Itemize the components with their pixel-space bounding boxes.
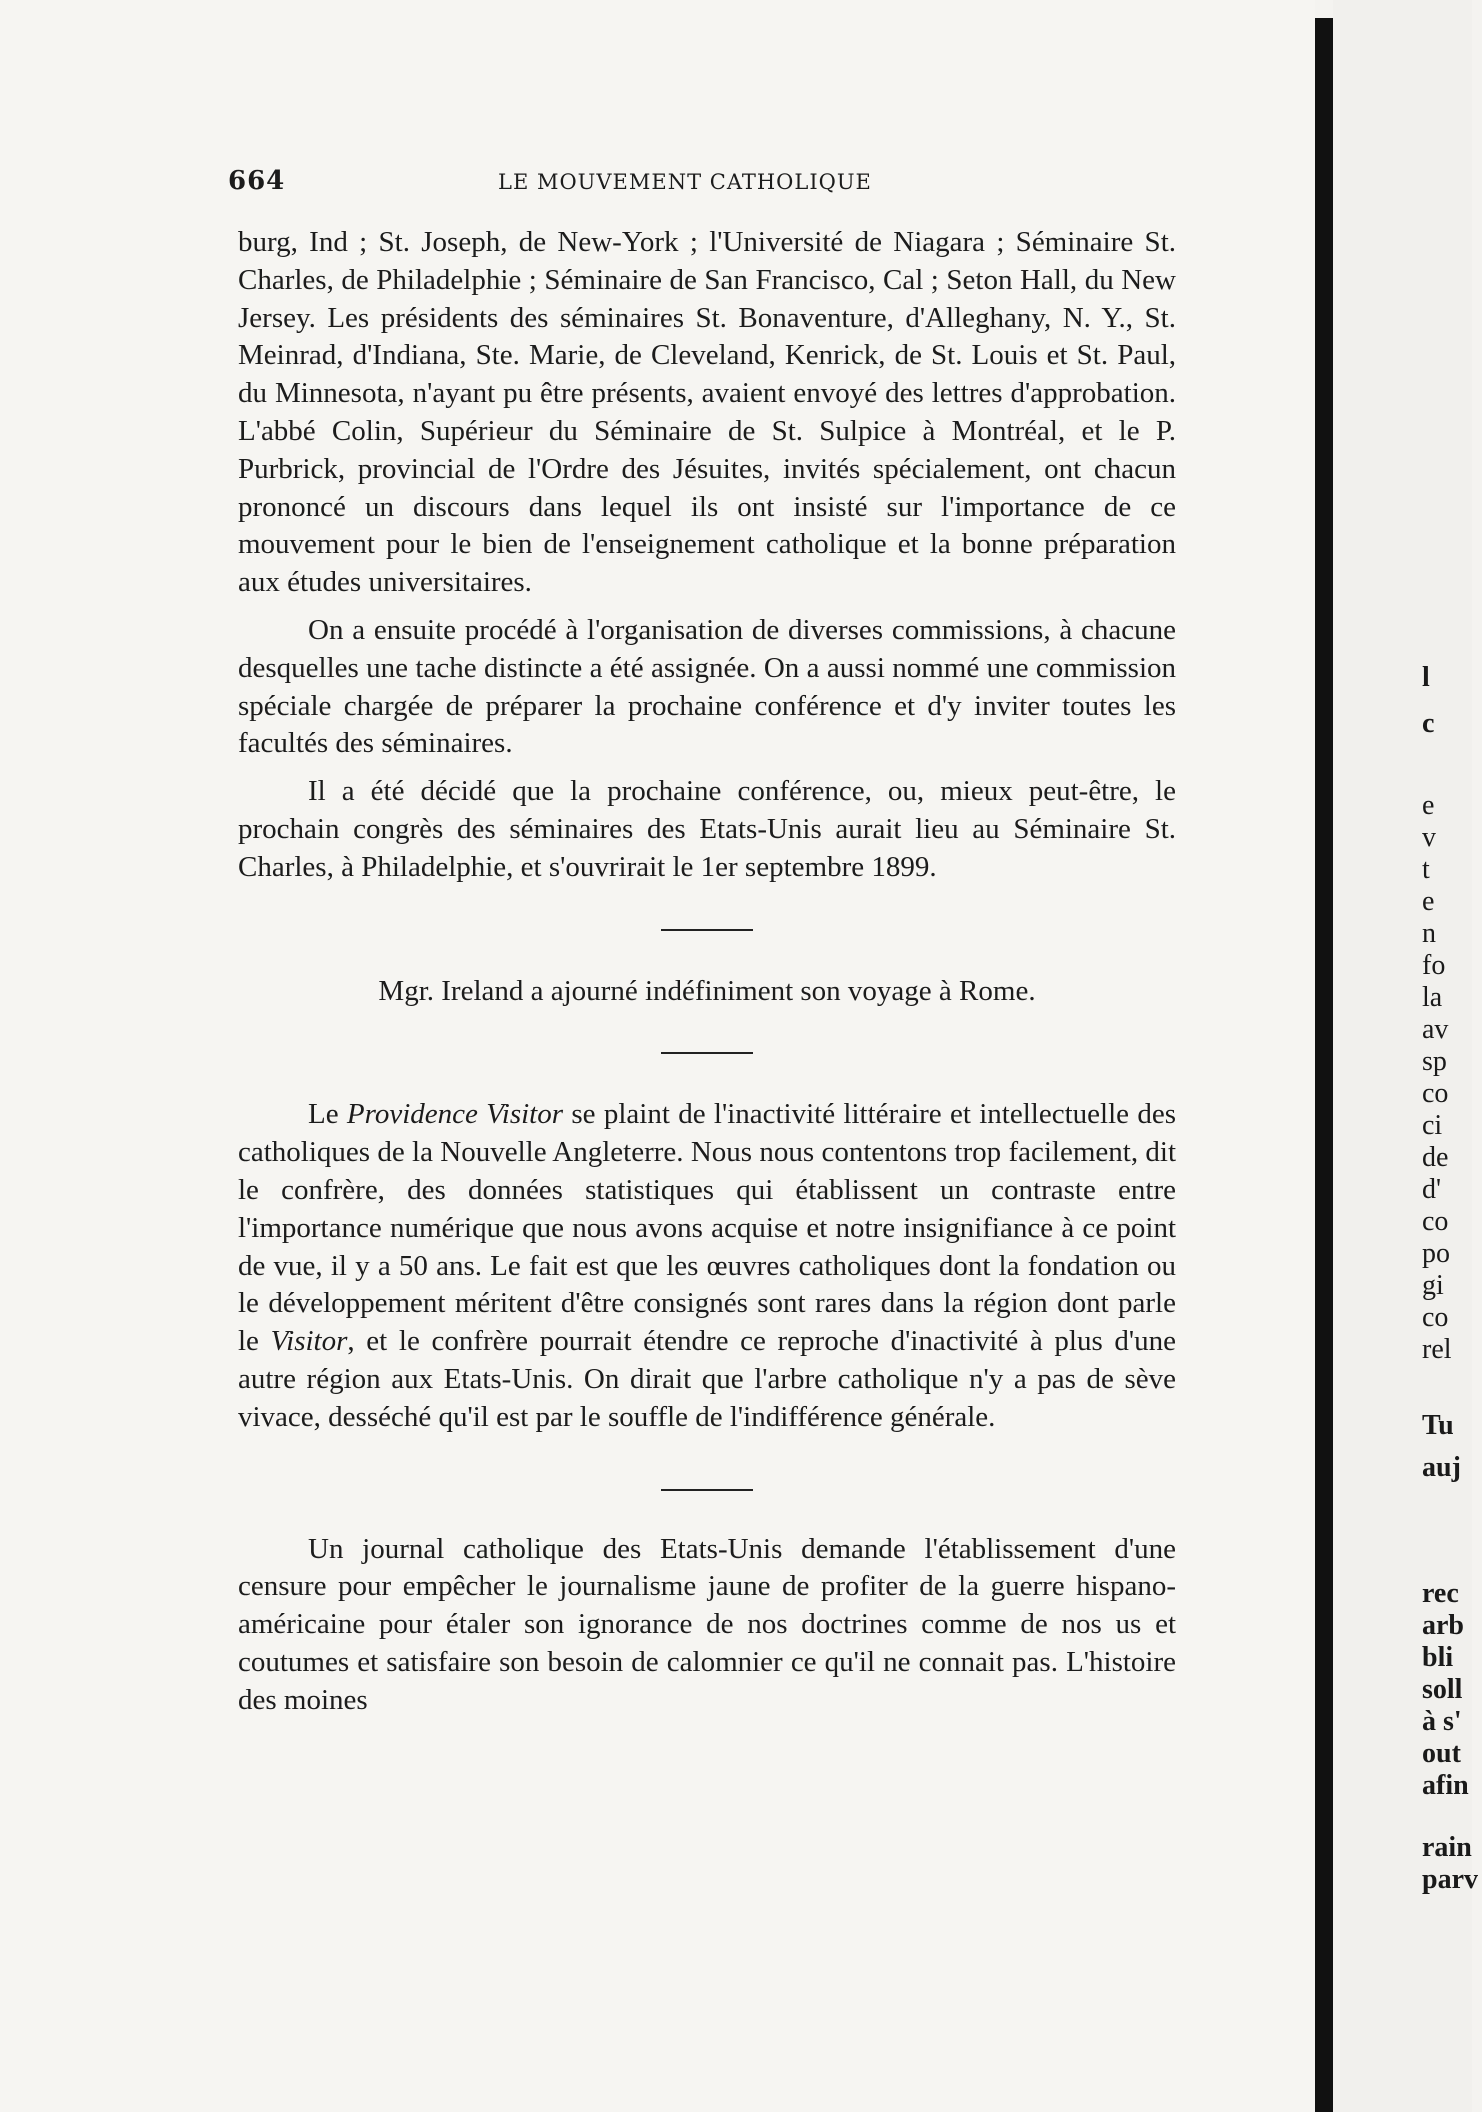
right-page-fragment: po bbox=[1422, 1238, 1450, 1269]
right-page-fragment: soll bbox=[1422, 1674, 1463, 1705]
right-page-fragment: auj bbox=[1422, 1452, 1461, 1483]
right-page-fragment: co bbox=[1422, 1206, 1449, 1237]
right-page-fragment: à s' bbox=[1422, 1706, 1462, 1737]
italic-title: Providence Visitor bbox=[346, 1098, 564, 1131]
right-page-fragment: afin bbox=[1422, 1770, 1469, 1801]
text-run: se plaint de l'inactivité littéraire et intellectuelle des catholiques de la Nouvelle Angleterre. Nous nous contentons trop facilement, dit le confrère, des données statistiques qui établissent un contraste entre l'importance numérique que nous avons acquise et notre insignifiance à ce point de vue, il y a 50 ans. Le fait est que les œuvres catholiques dont la fondation ou le développement méritent d'être consignés sont rares dans la région dont parle le bbox=[238, 1098, 1176, 1358]
right-page-fragment: co bbox=[1422, 1078, 1449, 1109]
right-page-fragment: l bbox=[1422, 662, 1430, 693]
paragraph-5 bbox=[238, 1096, 1176, 1436]
right-page-fragment: parv bbox=[1422, 1864, 1478, 1895]
right-page-fragment: bli bbox=[1422, 1642, 1454, 1673]
right-page-fragment: e bbox=[1422, 886, 1435, 917]
right-page-fragment: v bbox=[1422, 822, 1436, 853]
page-gutter bbox=[1315, 18, 1333, 2112]
page-header bbox=[228, 166, 1178, 206]
paragraph-3: Il a été décidé que la prochaine conférence, ou, mieux peut-être, le prochain congrès des séminaires des Etats-Unis aurait lieu au Séminaire St. Charles, à Philadelphie, et s'ouvrirait le 1er septembre 1899. bbox=[238, 775, 1176, 883]
section-divider bbox=[661, 1489, 753, 1491]
text-run: , et le confrère pourrait étendre ce reproche d'inactivité à plus d'une autre région aux Etats-Unis. On dirait que l'arbre catholique n'y a pas de sève vivace, desséché qu'il est par le souffle de l'indifférence générale. bbox=[238, 1325, 1176, 1433]
right-page-fragment: av bbox=[1422, 1014, 1449, 1045]
right-page-fragment: sp bbox=[1422, 1046, 1447, 1077]
right-page-fragment: rel bbox=[1422, 1334, 1452, 1365]
right-page-fragment: rain bbox=[1422, 1832, 1472, 1863]
text-run: Le bbox=[308, 1098, 347, 1131]
section-divider bbox=[661, 929, 753, 931]
paragraph-6: Un journal catholique des Etats-Unis demande l'établissement d'une censure pour empêcher le journalisme jaune de profiter de la guerre hispano-américaine pour étaler son ignorance de nos doctrines comme de nos us et coutumes et satisfaire son besoin de calomnier ce qu'il ne connait pas. L'histoire des moines bbox=[238, 1532, 1176, 1716]
right-page-fragment: rec bbox=[1422, 1578, 1459, 1609]
right-page-fragment: Tu bbox=[1422, 1410, 1454, 1441]
right-page-fragment: out bbox=[1422, 1738, 1461, 1769]
right-page-fragment: ci bbox=[1422, 1110, 1443, 1141]
paragraph-1: burg, Ind ; St. Joseph, de New-York ; l'Université de Niagara ; Séminaire St. Charles, de Philadelphie ; Séminaire de San Francisco, Cal ; Seton Hall, du New Jersey. Les présidents des séminaires St. Bonaventure, d'Alleghany, N. Y., St. Meinrad, d'Indiana, Ste. Marie, de Cleveland, Kenrick, de St. Louis et St. Paul, du Minnesota, n'ayant pu être présents, avaient envoyé des lettres d'approbation. L'abbé Colin, Supérieur du Séminaire de St. Sulpice à Montréal, et le P. Purbrick, provincial de l'Ordre des Jésuites, invités spécialement, ont chacun prononcé un discours dans lequel ils ont insisté sur l'importance de ce mouvement pour le bien de l'enseignement catholique et la bonne préparation aux études universitaires. bbox=[238, 226, 1176, 599]
right-page-fragment: fo bbox=[1422, 950, 1446, 981]
right-page-fragment: t bbox=[1422, 854, 1430, 885]
italic-title: Visitor bbox=[270, 1325, 348, 1358]
right-page-fragment: e bbox=[1422, 790, 1435, 821]
right-page-fragment: d' bbox=[1422, 1174, 1442, 1205]
section-divider bbox=[661, 1052, 753, 1054]
right-page-fragment: la bbox=[1422, 982, 1443, 1013]
right-page-fragment: c bbox=[1422, 708, 1435, 739]
right-page-fragment: de bbox=[1422, 1142, 1449, 1173]
paragraph-2: On a ensuite procédé à l'organisation de diverses commissions, à chacune desquelles une tache distincte a été assignée. On a aussi nommé une commission spéciale chargée de préparer la prochaine conférence et d'y inviter toutes les facultés des séminaires. bbox=[238, 613, 1176, 760]
right-page-fragment: gi bbox=[1422, 1270, 1444, 1301]
right-page-fragment: co bbox=[1422, 1302, 1449, 1333]
running-head: LE MOUVEMENT CATHOLIQUE bbox=[498, 170, 872, 194]
page-body bbox=[238, 224, 1176, 1730]
right-page-fragment: n bbox=[1422, 918, 1436, 949]
page-number: 664 bbox=[228, 166, 286, 196]
right-page-fragment: arb bbox=[1422, 1610, 1464, 1641]
paragraph-4: Mgr. Ireland a ajourné indéfiniment son voyage à Rome. bbox=[378, 974, 1036, 1007]
